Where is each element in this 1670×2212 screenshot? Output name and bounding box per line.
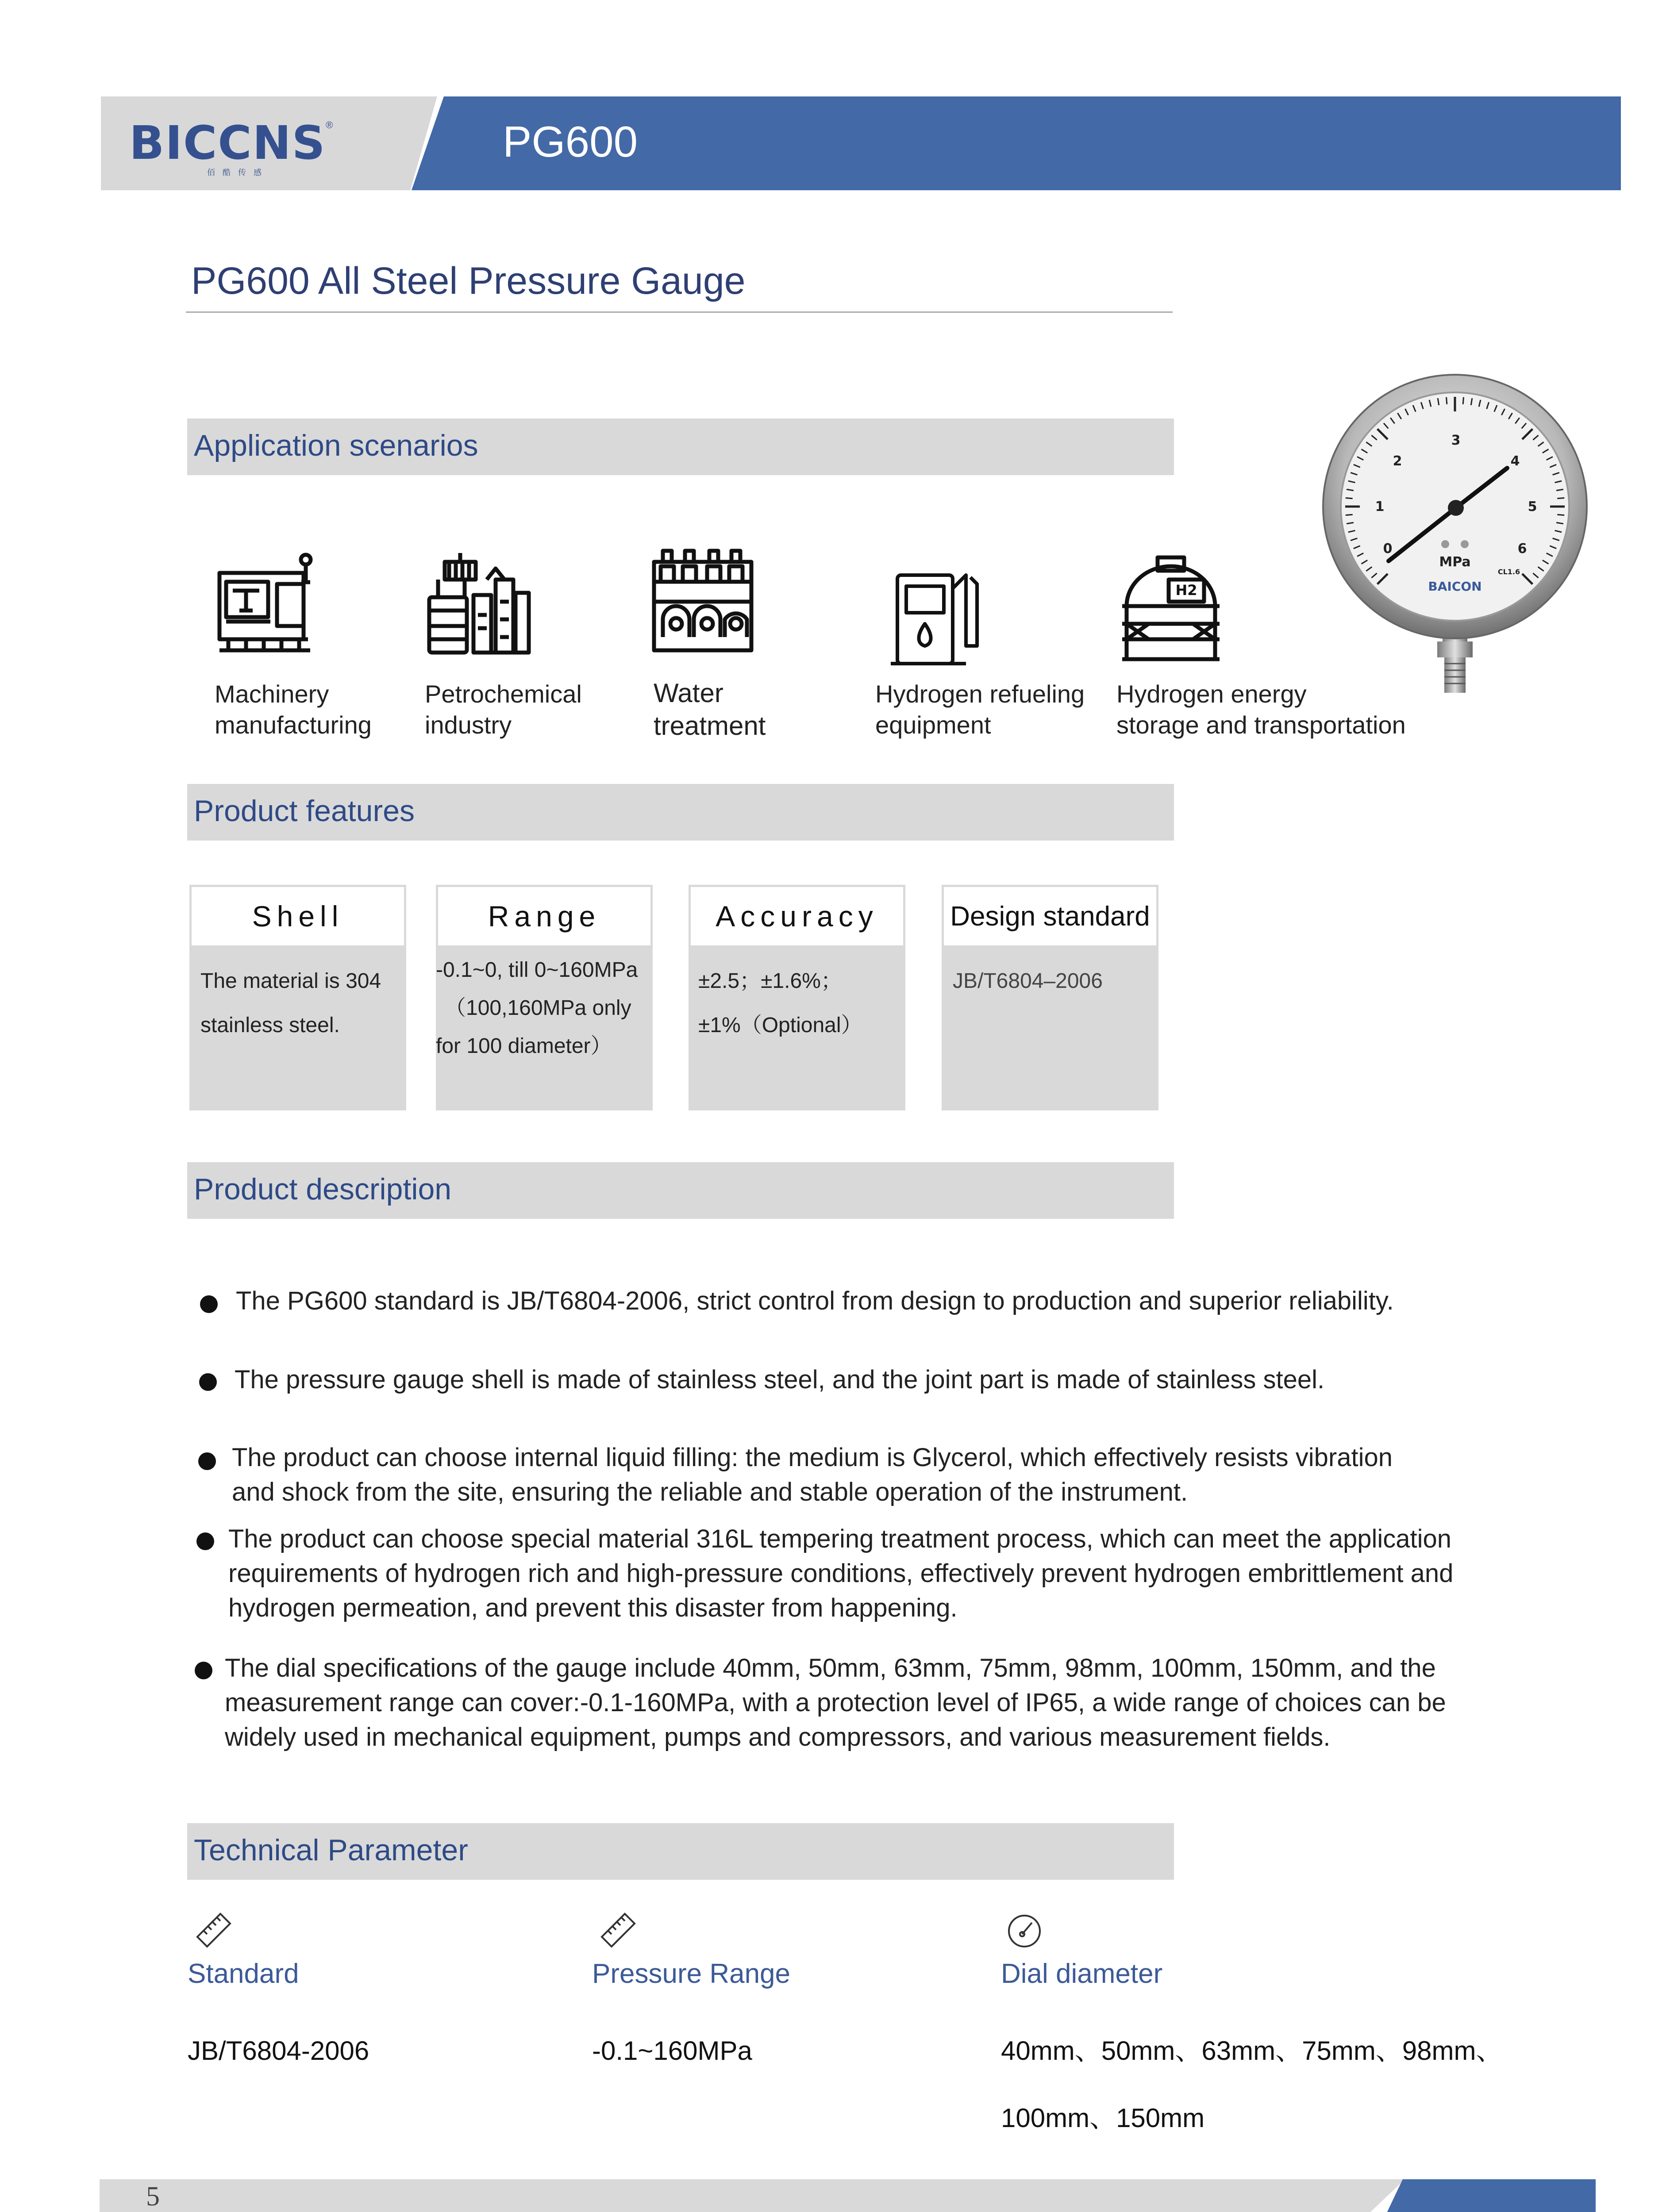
section-features-title: Product features [194,794,415,828]
ruler-icon [194,1910,234,1950]
section-application [187,419,1174,475]
page-title: PG600 All Steel Pressure Gauge [191,260,746,302]
gauge-tick-6: 6 [1517,541,1527,557]
page-number: 5 [146,2181,160,2212]
gauge-unit: MPa [1439,554,1471,570]
ruler-icon [598,1910,638,1950]
pressure-gauge-image [1313,367,1597,699]
tp-dial-diameter-value: 40mm、50mm、63mm、75mm、98mm、 100mm、150mm [1001,2036,1503,2133]
gauge-tick-5: 5 [1528,499,1537,515]
feature-card-title: Range [436,885,653,948]
app-machinery-label: Machinery manufacturing [215,680,372,739]
bullet-icon [199,1373,217,1391]
petrochemical-plant-icon [420,549,535,664]
feature-card-design-standard [942,885,1158,1110]
gauge-class: CL1.6 [1497,568,1520,576]
brand-registered-mark: ® [326,119,333,131]
gauge-tick-1: 1 [1375,499,1385,515]
footer-band [100,2179,1405,2212]
tp-pressure-range-value: -0.1~160MPa [592,2036,752,2066]
tp-standard-value: JB/T6804-2006 [188,2036,369,2066]
feature-card-body: ±2.5；±1.6%； ±1%（Optional） [698,969,862,1037]
brand-logo: BICCNS [129,116,326,170]
title-divider [186,311,1173,313]
tp-standard-label: Standard [188,1959,299,1989]
feature-card-body: JB/T6804–2006 [953,969,1103,993]
section-technical-title: Technical Parameter [194,1833,468,1867]
section-application-title: Application scenarios [194,429,478,462]
feature-card-accuracy [689,885,905,1110]
tp-pressure-range-label: Pressure Range [592,1959,791,1989]
description-item: The PG600 standard is JB/T6804-2006, strict control from design to production and superior reliability. [236,1286,1394,1315]
bullet-icon [196,1532,214,1550]
section-description [187,1162,1174,1219]
feature-card-range [436,885,653,1110]
feature-card-body: The material is 304 stainless steel. [200,969,381,1037]
header-model: PG600 [503,117,638,166]
gauge-tick-4: 4 [1510,453,1520,469]
hydrogen-tank-icon [1113,549,1228,664]
feature-card-body: -0.1~0, till 0~160MPa （100,160MPa only for 100 diameter） [436,958,638,1058]
section-features [187,784,1174,841]
gauge-tick-3: 3 [1451,433,1461,448]
feature-card-shell [189,885,406,1110]
description-item: The pressure gauge shell is made of stainless steel, and the joint part is made of stainless steel. [235,1365,1325,1394]
brand-subtitle: 佰 酷 传 感 [207,168,265,177]
description-item: The product can choose internal liquid filling: the medium is Glycerol, which effectively resists vibration and shock from the site, ensuring the reliable and stable operation of the instrument. [232,1443,1393,1506]
app-petrochemical-label: Petrochemical industry [425,680,582,739]
dial-icon [1004,1911,1044,1951]
machinery-icon [211,549,326,664]
gauge-tick-0: 0 [1383,541,1393,557]
tp-dial-diameter-label: Dial diameter [1001,1959,1163,1989]
section-description-title: Product description [194,1172,452,1206]
feature-card-title: Shell [189,885,406,948]
app-water-label: Water treatment [654,678,766,741]
app-hydrogen-refueling-label: Hydrogen refueling equipment [875,680,1085,739]
section-technical [187,1823,1174,1880]
footer-accent [1385,2179,1596,2212]
hydrogen-pump-icon [880,553,995,668]
bullet-icon [200,1295,218,1313]
gauge-brand: BAICON [1428,579,1482,594]
bullet-icon [195,1662,212,1679]
description-item: The dial specifications of the gauge include 40mm, 50mm, 63mm, 75mm, 98mm, 100mm, 150mm, and the measurement range can cover:-0.1-160MPa, with a protection level of IP65, a wide range of choices can be widely used in mechanical equipment, pumps and compressors, and various measurement fields. [225,1654,1446,1751]
hydrogen-tank-h2-label: H2 [1175,582,1197,599]
feature-card-title: Accuracy [689,885,905,948]
bullet-icon [198,1452,216,1470]
app-hydrogen-storage-label: Hydrogen energy storage and transportation [1116,680,1406,739]
water-treatment-icon [645,549,760,664]
gauge-tick-2: 2 [1393,453,1402,469]
feature-card-title: Design standard [942,885,1158,948]
description-item: The product can choose special material 316L tempering treatment process, which can meet the application requirements of hydrogen rich and high-pressure conditions, effectively prevent hydrogen embrittlement and hydrogen permeation, and prevent this disaster from happening. [228,1525,1454,1622]
